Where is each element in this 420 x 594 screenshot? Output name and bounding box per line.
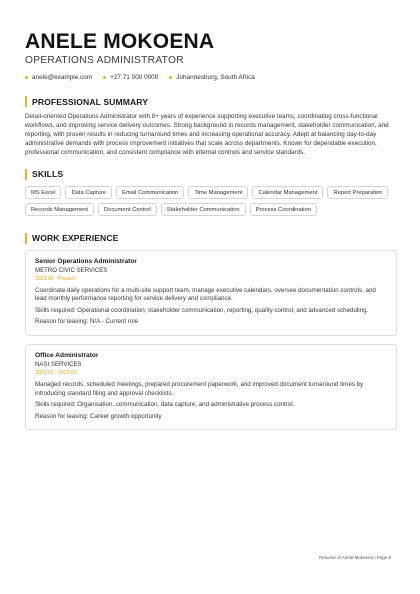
job-description: Managed records, scheduled meetings, prepared procurement paperwork, and improved document turnaround times by introducing standard filing and approval checklists.: [35, 380, 364, 397]
skill-tag: MS Excel: [25, 186, 61, 199]
contact-row: [25, 74, 395, 81]
job-card: [25, 250, 397, 336]
skill-tag: Process Coordination: [250, 203, 317, 216]
job-reason: Reason for leaving: Career growth opportunity: [35, 412, 162, 420]
summary-text: Detail-oriented Operations Administrator with 8+ years of experience supporting executive teams, coordinating cross-functional workflows, and improving service delivery outcomes. Strong background in records management, stakeholder communication, and reporting, with proven results in reducing turnaround times and increasing operational accuracy. Adept at balancing day-to-day administrative demands with process improvement initiatives that scale across departments. Known for dependable execution, professional communication, and consistent compliance with internal controls and service standards.: [25, 113, 389, 156]
experience-section-title: WORK EXPERIENCE: [32, 233, 119, 244]
skill-tag: Report Preparation: [327, 186, 388, 199]
job-dates: 2023-06 - Present: [35, 275, 76, 282]
skill-tag: Email Communication: [116, 186, 184, 199]
job-title: Senior Operations Administrator: [35, 257, 137, 265]
page-footer: Resume of Anele Mokoena | Page 0: [319, 555, 391, 560]
skill-tag: Time Management: [188, 186, 248, 199]
contact-phone-text: +27 71 000 0000: [110, 74, 159, 81]
skills-section-header: [25, 169, 395, 180]
contact-location-text: Johannesburg, South Africa: [176, 74, 255, 81]
bullet-dot-icon: [25, 76, 28, 79]
contact-location: [169, 74, 255, 81]
skill-tag: Stakeholder Communication: [161, 203, 246, 216]
skill-tag: Calendar Management: [252, 186, 323, 199]
skills-section-title: SKILLS: [32, 169, 64, 180]
skills-list: [25, 186, 397, 220]
skill-tag: Data Capture: [65, 186, 111, 199]
candidate-name: ANELE MOKOENA: [25, 30, 215, 53]
job-card: [25, 344, 397, 430]
contact-email[interactable]: [25, 74, 92, 81]
summary-section-header: [25, 96, 395, 107]
contact-phone[interactable]: [103, 74, 158, 81]
job-skills: Skills required: Organisation, communication, data capture, and administrative process control.: [35, 401, 295, 409]
contact-email-text: anele@example.com: [32, 74, 93, 81]
job-reason: Reason for leaving: N/A - Current role: [35, 318, 139, 326]
skill-tag: Records Management: [25, 203, 94, 216]
job-company: NASI SERVICES: [35, 360, 82, 368]
section-accent-bar: [25, 169, 27, 180]
summary-section-title: PROFESSIONAL SUMMARY: [32, 96, 149, 107]
job-skills: Skills required: Operational coordination, stakeholder communication, reporting, quality control, and advanced scheduling.: [35, 306, 369, 314]
section-accent-bar: [25, 96, 27, 107]
section-accent-bar: [25, 233, 27, 244]
job-title: Office Administrator: [35, 351, 99, 359]
bullet-dot-icon: [103, 76, 106, 79]
skill-tag: Document Control: [98, 203, 157, 216]
job-company: METRO CIVIC SERVICES: [35, 266, 108, 274]
bullet-dot-icon: [169, 76, 172, 79]
experience-section-header: [25, 233, 395, 244]
job-dates: 2021-01 - 2023-05: [35, 369, 77, 376]
candidate-role: OPERATIONS ADMINISTRATOR: [25, 55, 184, 66]
job-description: Coordinate daily operations for a multi-site support team, manage executive calendars, oversee documentation controls, and lead monthly performance reporting for service delivery and compliance.: [35, 286, 376, 303]
